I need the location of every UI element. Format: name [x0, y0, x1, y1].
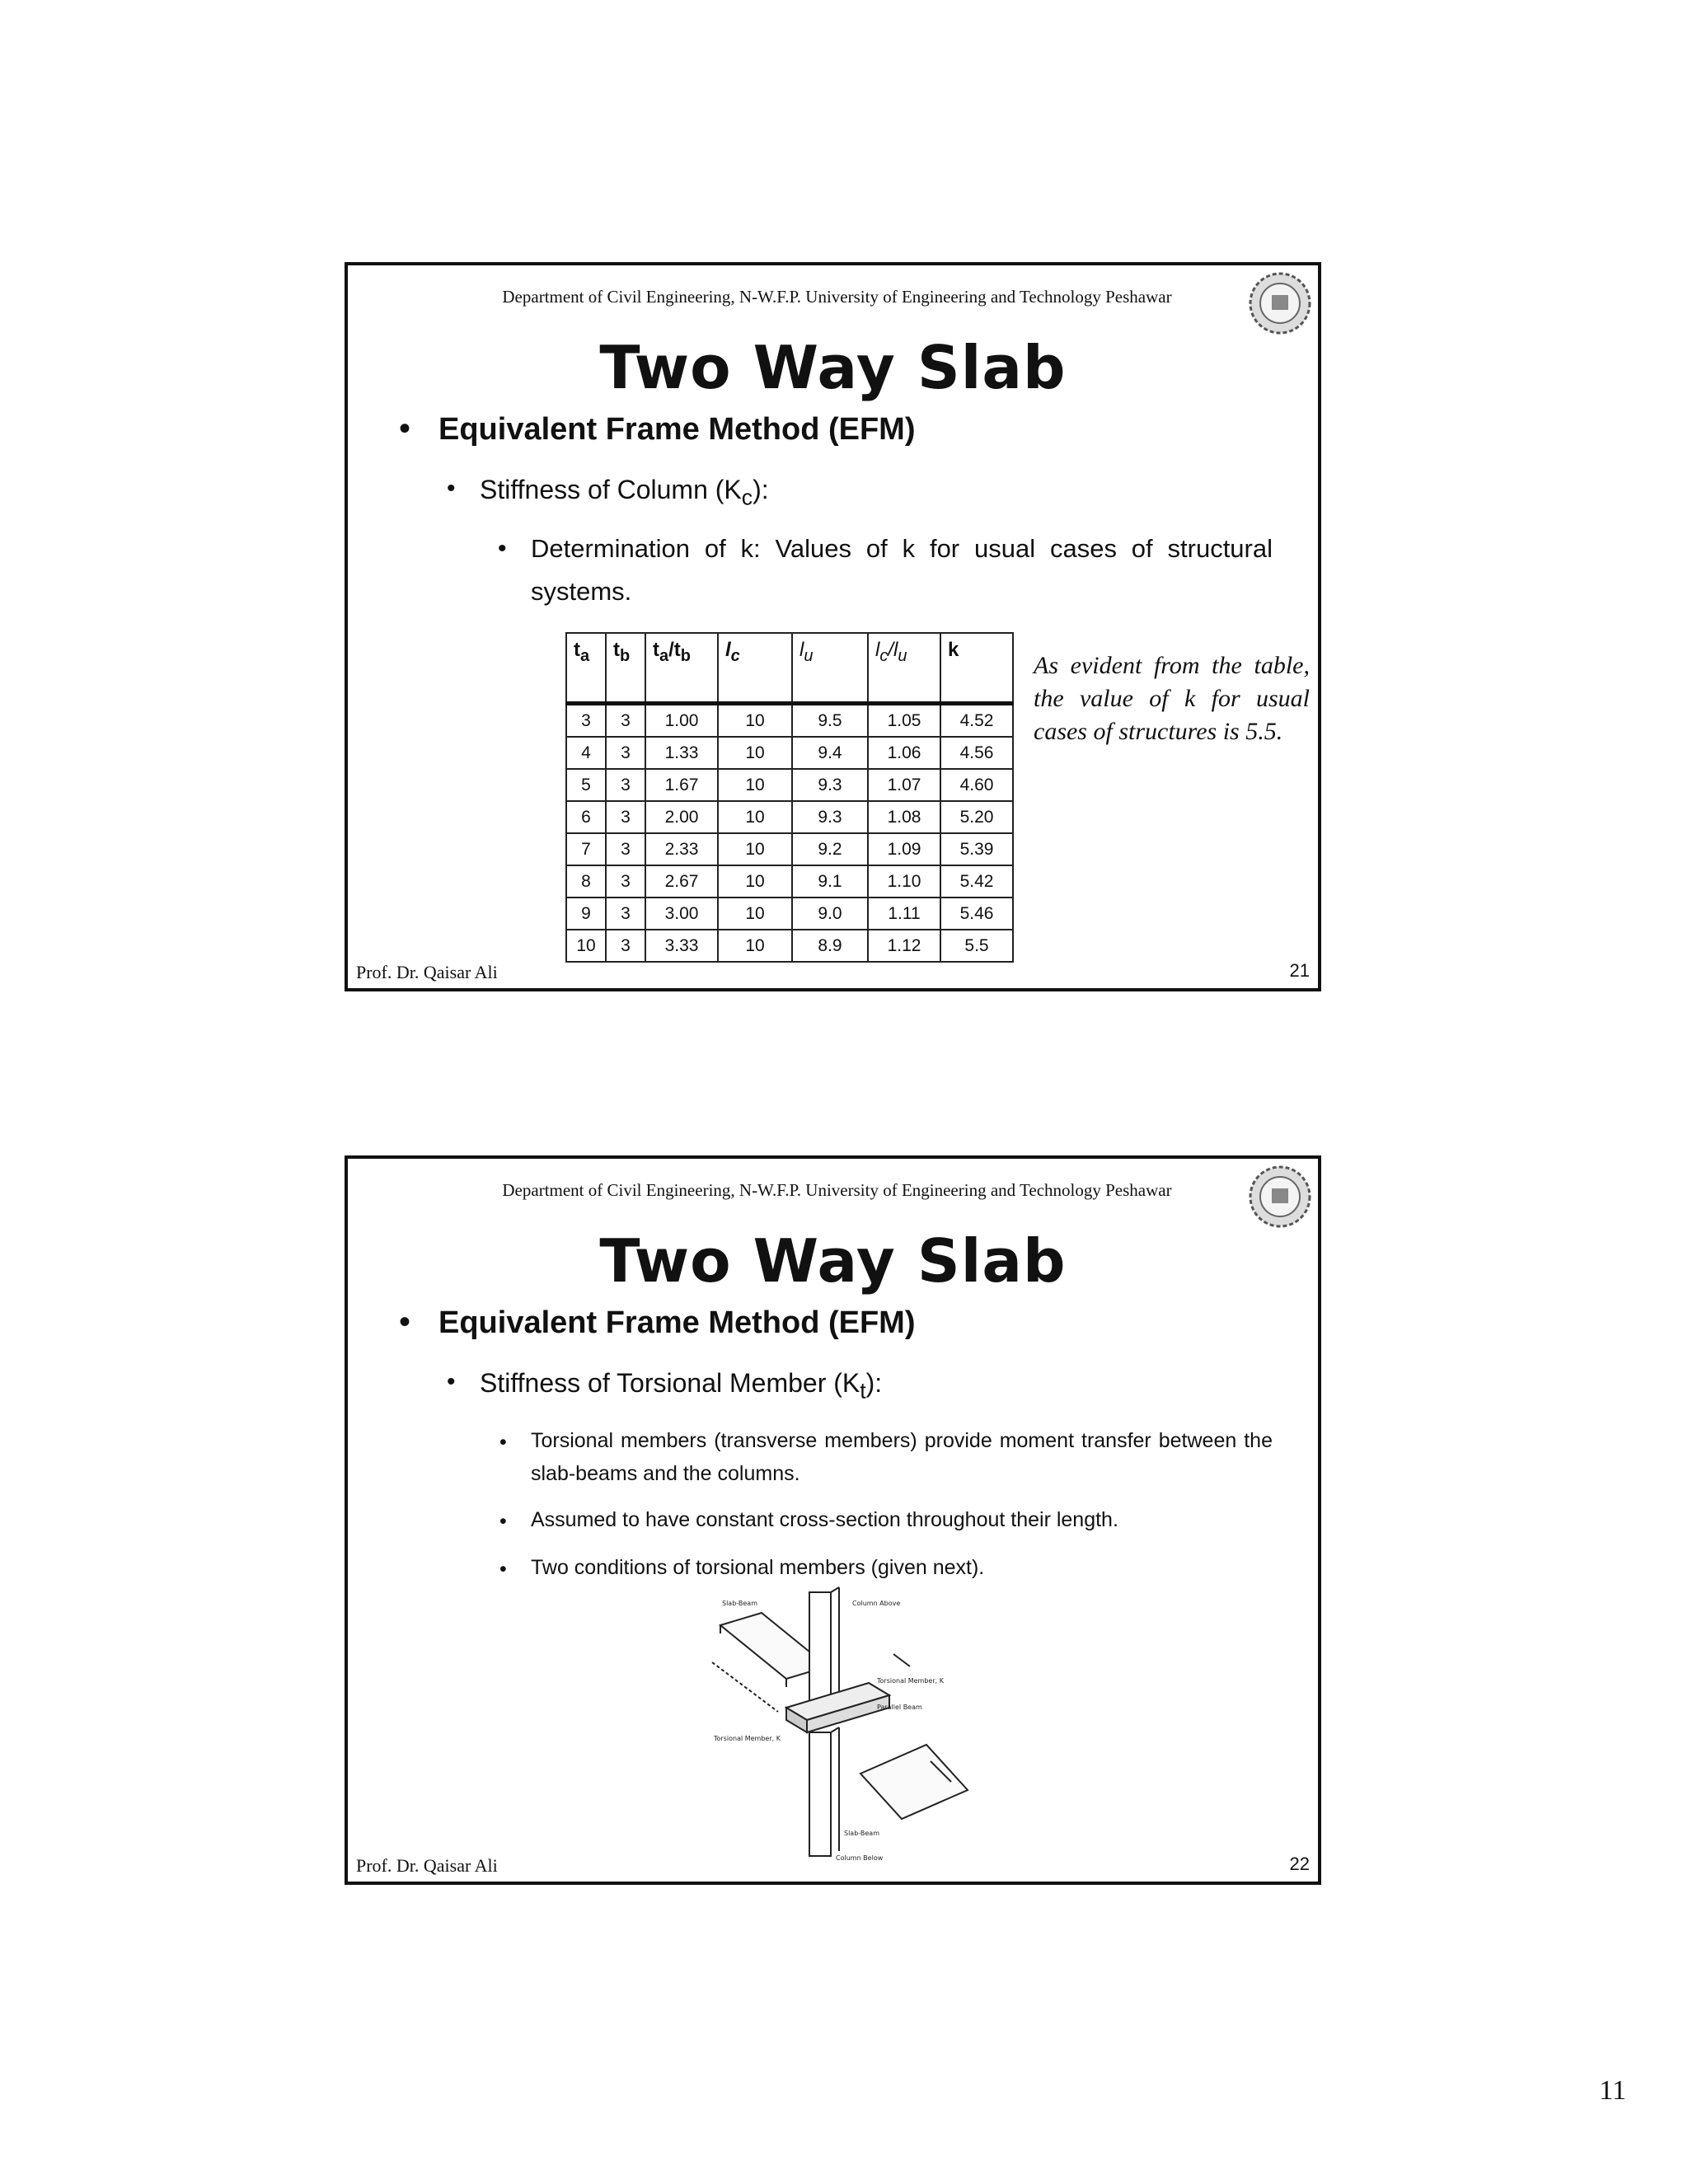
table-cell: 9.3 [792, 801, 868, 833]
header-lc-lu: $l_c/l_u$ [868, 633, 940, 704]
label-column-above: Column Above [852, 1600, 901, 1607]
table-cell: 5.20 [940, 801, 1013, 833]
table-cell: 1.07 [868, 769, 940, 801]
table-cell: 4.52 [940, 704, 1013, 738]
table-cell: 10 [718, 898, 792, 930]
level2-text: Stiffness of Column (K [480, 475, 742, 504]
k-values-table [565, 632, 1014, 963]
level1-heading: Equivalent Frame Method (EFM) [438, 1305, 916, 1340]
department-header: Department of Civil Engineering, N-W.F.P. University of Engineering and Technology Peshawar [502, 1180, 1172, 1200]
level2-suffix: ): [753, 475, 769, 504]
table-row [566, 930, 1013, 962]
level1-heading: Equivalent Frame Method (EFM) [438, 412, 916, 447]
table-cell: 7 [566, 833, 606, 865]
table-cell: 3.00 [645, 898, 718, 930]
table-cell: 1.00 [645, 704, 718, 738]
table-cell: 4 [566, 737, 606, 769]
university-logo-icon [1247, 1164, 1313, 1230]
level2-heading [480, 1368, 882, 1404]
slide-number: 22 [1289, 1854, 1310, 1874]
table-cell: 3 [606, 898, 645, 930]
slide-title: Two Way Slab [599, 1226, 1067, 1296]
table-cell: 3 [606, 801, 645, 833]
table-cell: 1.08 [868, 801, 940, 833]
table-cell: 5.39 [940, 833, 1013, 865]
slide-22 [345, 1155, 1321, 1885]
bullet-icon: • [499, 1431, 507, 1454]
table-cell: 10 [718, 930, 792, 962]
table-cell: 10 [718, 833, 792, 865]
table-cell: 9.5 [792, 704, 868, 738]
table-row [566, 801, 1013, 833]
table-cell: 8 [566, 865, 606, 898]
level3-line-2: systems. [531, 577, 632, 606]
table-cell: 10 [718, 769, 792, 801]
table-cell: 9.4 [792, 737, 868, 769]
table-row [566, 769, 1013, 801]
table-cell: 1.06 [868, 737, 940, 769]
level2-sub: t [860, 1378, 866, 1404]
table-cell: 4.60 [940, 769, 1013, 801]
level3-text [531, 527, 1273, 613]
level3-line-1: Determination of k: Values of k for usual cases of structural [531, 534, 1273, 563]
bullet-icon: • [399, 1304, 411, 1340]
table-cell: 3 [606, 865, 645, 898]
table-cell: 10 [566, 930, 606, 962]
table-cell: 1.33 [645, 737, 718, 769]
table-cell: 2.67 [645, 865, 718, 898]
table-cell: 6 [566, 801, 606, 833]
bullet-icon: • [399, 410, 411, 447]
table-cell: 10 [718, 704, 792, 738]
table-cell: 1.67 [645, 769, 718, 801]
table-note: As evident from the table, the value of k for usual cases of structures is 5.5. [1034, 652, 1310, 745]
header-k: k [940, 633, 1013, 704]
label-torsional-member-left: Torsional Member, K [714, 1735, 781, 1742]
label-torsional-member-right: Torsional Member, K [877, 1677, 944, 1685]
bullet-icon: • [499, 1558, 507, 1581]
bullet-text-1: Torsional members (transverse members) provide moment transfer between the slab-beams and the columns. [531, 1429, 1273, 1485]
bullet-icon: • [447, 1368, 456, 1395]
header-ta: $t_a$ [566, 633, 606, 704]
table-cell: 3 [606, 737, 645, 769]
table-cell: 5 [566, 769, 606, 801]
level2-text: Stiffness of Torsional Member (K [480, 1368, 860, 1398]
slide-number: 21 [1289, 960, 1310, 981]
bullet-text-3: Two conditions of torsional members (given next). [531, 1556, 985, 1579]
table-cell: 9 [566, 898, 606, 930]
table-cell: 5.46 [940, 898, 1013, 930]
bullet-icon: • [498, 535, 507, 562]
table-cell: 3 [606, 930, 645, 962]
table-cell: 1.11 [868, 898, 940, 930]
table-cell: 3 [606, 833, 645, 865]
table-cell: 9.3 [792, 769, 868, 801]
table-cell: 9.2 [792, 833, 868, 865]
table-row [566, 898, 1013, 930]
table-row [566, 833, 1013, 865]
table-cell: 8.9 [792, 930, 868, 962]
table-cell: 10 [718, 737, 792, 769]
header-lc: $l_c$ [718, 633, 792, 704]
table-cell: 5.42 [940, 865, 1013, 898]
slide-title: Two Way Slab [599, 333, 1067, 402]
table-cell: 1.12 [868, 930, 940, 962]
bullet-text-2: Assumed to have constant cross-section throughout their length. [531, 1508, 1118, 1531]
table-cell: 1.09 [868, 833, 940, 865]
bullet-icon: • [499, 1510, 507, 1533]
table-cell: 5.5 [940, 930, 1013, 962]
table-cell: 10 [718, 865, 792, 898]
level2-suffix: ): [865, 1368, 883, 1398]
table-cell: 9.1 [792, 865, 868, 898]
label-column-below: Column Below [836, 1854, 884, 1862]
torsional-member-diagram [704, 1584, 982, 1868]
label-parallel-beam: Parallel Beam [877, 1704, 922, 1711]
table-cell: 10 [718, 801, 792, 833]
table-cell: 3 [606, 769, 645, 801]
page-number: 11 [1599, 2075, 1626, 2106]
department-header: Department of Civil Engineering, N-W.F.P. University of Engineering and Technology Peshawar [502, 287, 1172, 307]
table-cell: 3 [606, 704, 645, 738]
table-cell: 3 [566, 704, 606, 738]
level2-heading [480, 475, 769, 510]
table-cell: 3.33 [645, 930, 718, 962]
table-cell: 2.33 [645, 833, 718, 865]
header-tb: $t_b$ [606, 633, 645, 704]
footer-author: Prof. Dr. Qaisar Ali [356, 1855, 498, 1876]
table-row [566, 865, 1013, 898]
table-cell: 2.00 [645, 801, 718, 833]
header-lu: $l_u$ [792, 633, 868, 704]
table-cell: 4.56 [940, 737, 1013, 769]
header-ta-tb: $t_a/t_b$ [645, 633, 718, 704]
table-cell: 9.0 [792, 898, 868, 930]
slide-21 [345, 262, 1321, 991]
level2-sub: c [741, 485, 753, 510]
table-cell: 1.10 [868, 865, 940, 898]
table-header-row [566, 633, 1013, 704]
table-row [566, 704, 1013, 738]
table-row [566, 737, 1013, 769]
university-logo-icon [1247, 270, 1313, 336]
label-slab-beam-top: Slab-Beam [722, 1600, 757, 1607]
footer-author: Prof. Dr. Qaisar Ali [356, 962, 498, 982]
label-slab-beam-bottom: Slab-Beam [844, 1830, 879, 1837]
table-cell: 1.05 [868, 704, 940, 738]
bullet-icon: • [447, 475, 456, 502]
